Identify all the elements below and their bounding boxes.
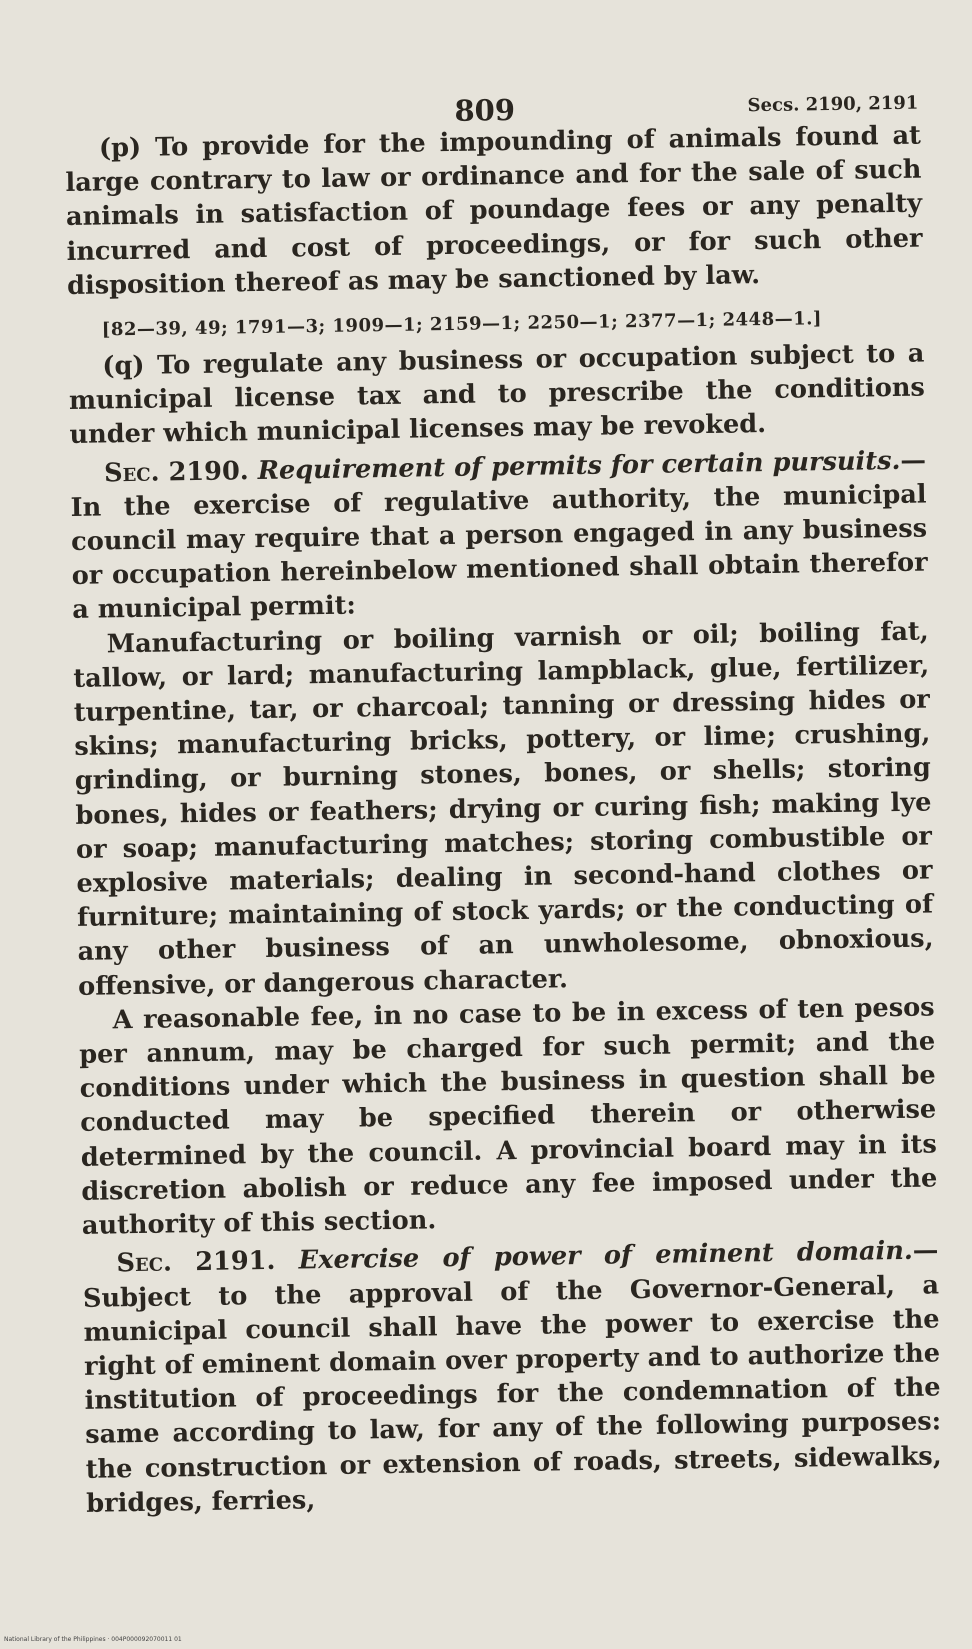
citation: [82—39, 49; 1791—3; 1909—1; 2159—1; 2250—1; 2377—1; 2448—1.] [101, 308, 823, 341]
section-2191-number: 2191. [195, 1246, 276, 1278]
paragraph-q [68, 337, 926, 453]
section-2190-number: 2190. [168, 455, 249, 488]
section-2190-heading [70, 443, 929, 627]
section-2191-text: —Subject to the approval of the Governor-General, a municipal council shall have the power to exercise the right of eminent domain over property and to authorize the institution of proceedings for the condemnation of the same according to law, for any of the following purposes: the construction or extension of roads, streets, sidewalks, bridges, ferries, [82, 1235, 942, 1519]
section-2190-sec-label: Sec. [103, 457, 160, 489]
paragraph-q-label: (q) [102, 350, 145, 382]
paragraph-q-text: To regulate any business or occupation subject to a municipal license tax and to prescribe the conditions under which municipal licenses may be revoked. [68, 338, 926, 451]
page-number: 809 [454, 92, 516, 128]
section-2190-list-paragraph: Manufacturing or boiling varnish or oil; boiling fat, tallow, or lard; manufacturing lampblack, glue, fertilizer, turpentine, tar, or charcoal; tanning or dressing hides or skins; manufacturing bricks, pottery, or lime; crushing, grinding, or burning stones, bones, or shells; storing bones, hides or feathers; drying or curing fish; making lye or soap; manufacturing matches; storing combustible or explosive materials; dealing in second-hand clothes or furniture; maintaining of stock yards; or the conducting of any other business of an unwholesome, obnoxious, offensive, or dangerous character. [73, 616, 934, 1002]
running-head-sections: Secs. 2190, 2191 [747, 92, 919, 117]
section-2191-heading [82, 1234, 942, 1521]
section-2190-fee-paragraph: A reasonable fee, in no case to be in excess of ten pesos per annum, may be charged for such permit; and the conditions under which the business in question shall be conducted may be specified therein or otherwise determined by the council. A provincial board may in its discretion abolish or reduce any fee imposed under the authority of this section. [78, 992, 938, 1241]
paragraph-p-text: To provide for the impounding of animals found at large contrary to law or ordinance and for the sale of such animals in satisfaction of poundage fees or any penalty incurred and cost of proceedings, or for such other disposition thereof as may be sanctioned by law. [65, 120, 923, 301]
section-2190-text: —In the exercise of regulative authority, the municipal council may require that a person engaged in any business or occupation hereinbelow mentioned shall obtain therefor a municipal permit: [70, 445, 928, 626]
page-content [64, 73, 943, 1556]
scan-footer: National Library of the Philippines · 004P000092070011 01 [4, 1636, 182, 1643]
section-2190-title: Requirement of permits for certain pursuits. [257, 445, 901, 486]
section-2191-title: Exercise of power of eminent domain. [298, 1236, 914, 1276]
paragraph-p [65, 119, 924, 303]
section-2191-sec-label: Sec. [116, 1247, 173, 1279]
paragraph-p-label: (p) [98, 132, 142, 164]
